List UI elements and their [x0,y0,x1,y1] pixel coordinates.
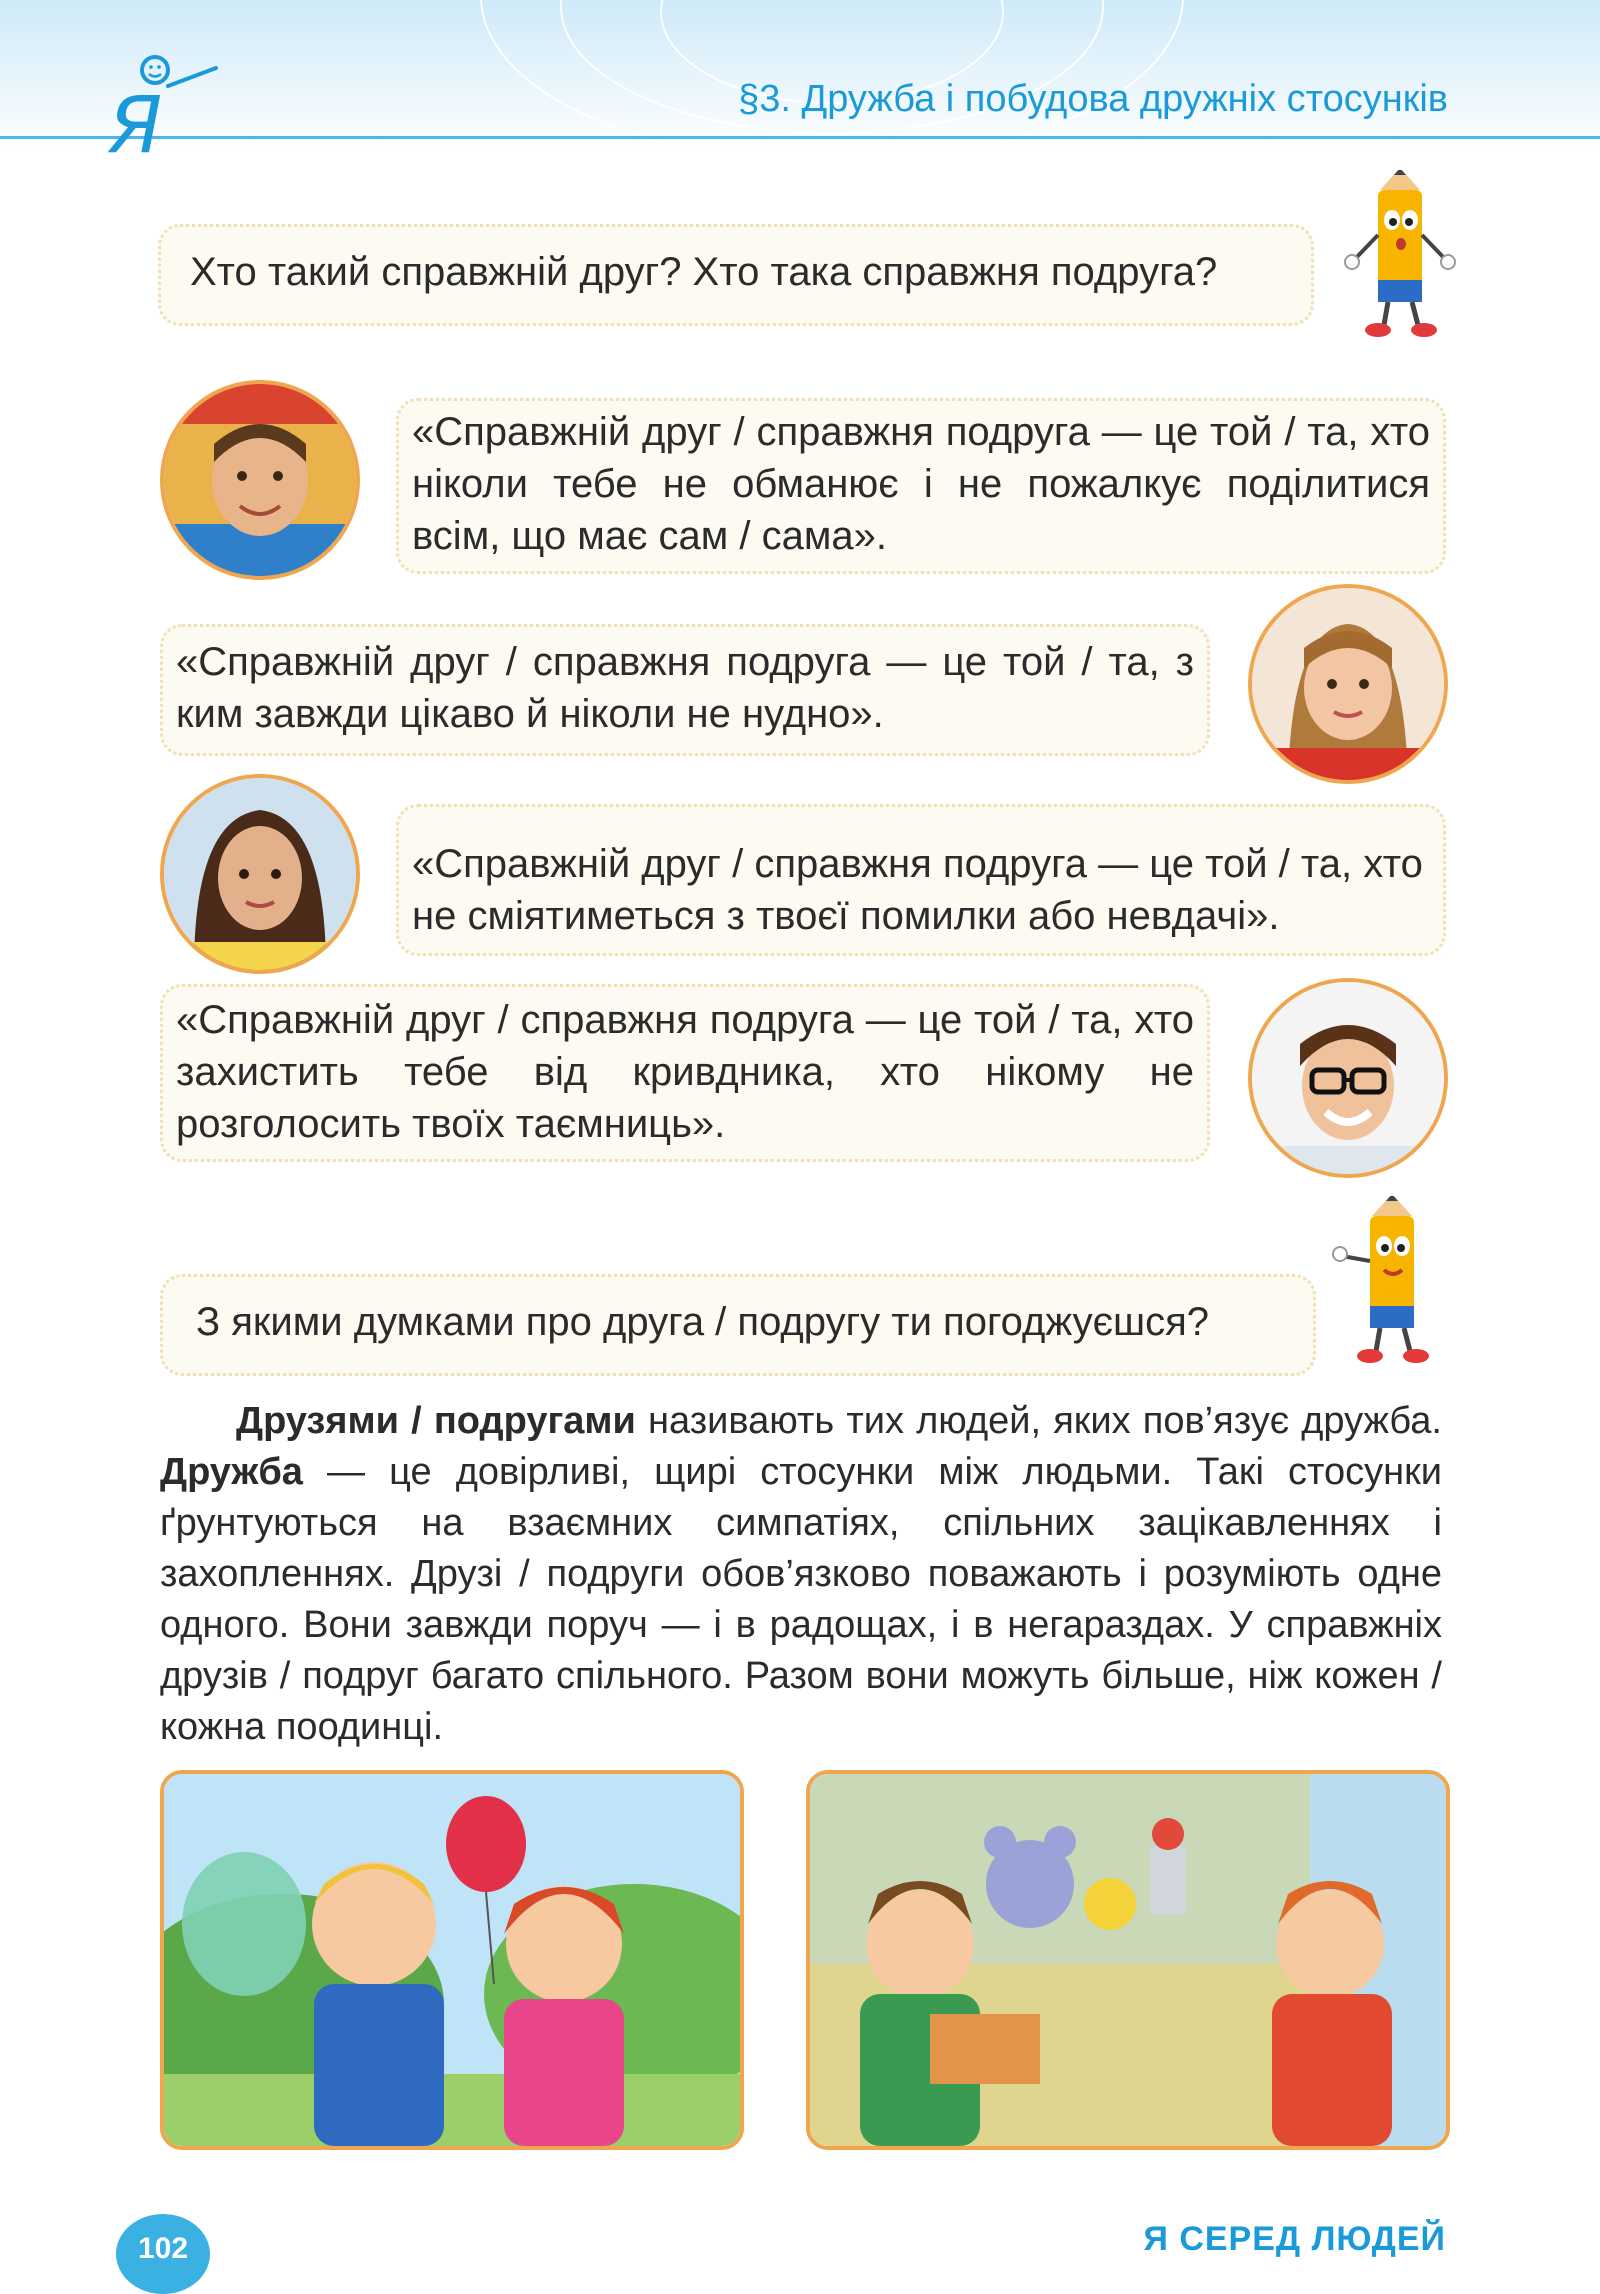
quote-1-text: «Справжній друг / справжня подруга — це той / та, хто ніколи тебе не обманює і не пожалкує поділитися всім, що має сам / сама». [412,410,1430,558]
page-number: 102 [116,2214,210,2294]
ya-logo-icon [100,48,220,158]
girl-photo-2 [160,774,360,974]
pencil-mascot-icon [1332,1196,1452,1366]
quote-2-text: «Справжній друг / справжня подруга — це той / та, з ким завжди цікаво й ніколи не нудно». [176,640,1194,736]
illustration-toys [806,1770,1450,2150]
boy-photo-2 [1248,978,1448,1178]
question-1-text: Хто такий справжній друг? Хто така справжня подруга? [190,250,1218,294]
term-friendship: Дружба [160,1451,303,1493]
quote-3-text: «Справжній друг / справжня подруга — це той / та, хто не сміятиметься з твоєї помилки або невдачі». [412,842,1423,938]
definition-text-1: називають тих людей, яких пов’язує дружба. [635,1400,1442,1442]
quote-4-text: «Справжній друг / справжня подруга — це той / та, хто захистить тебе від кривдника, хто нікому не розголосить твоїх таємниць». [176,998,1194,1146]
boy-photo-1 [160,380,360,580]
header-line [0,136,1600,139]
chapter-title: §3. Дружба і побудова дружніх стосунків [738,78,1448,120]
girl-photo-1 [1248,584,1448,784]
pencil-mascot-icon [1340,170,1460,340]
question-2-text: З якими думками про друга / подругу ти погоджуєшся? [196,1300,1209,1344]
section-label: Я СЕРЕД ЛЮДЕЙ [1143,2220,1446,2258]
ya-letter: Я [108,81,163,158]
definition-paragraph [160,1396,1442,1753]
definition-text-2: — це довірливі, щирі стосунки між людьми. Такі стосунки ґрунтуються на взаємних симпатіях, спільних зацікавленнях і захопленнях. Друзі / подруги обов’язково поважають і розуміють одне одного. Вони завжди поруч — і в радощах, і в негараздах. У справжніх друзів / подруг багато спільного. Разом вони можуть більше, ніж кожен / кожна поодинці. [160,1451,1442,1748]
term-friends: Друзями / подругами [236,1400,636,1442]
illustration-balloons [160,1770,744,2150]
